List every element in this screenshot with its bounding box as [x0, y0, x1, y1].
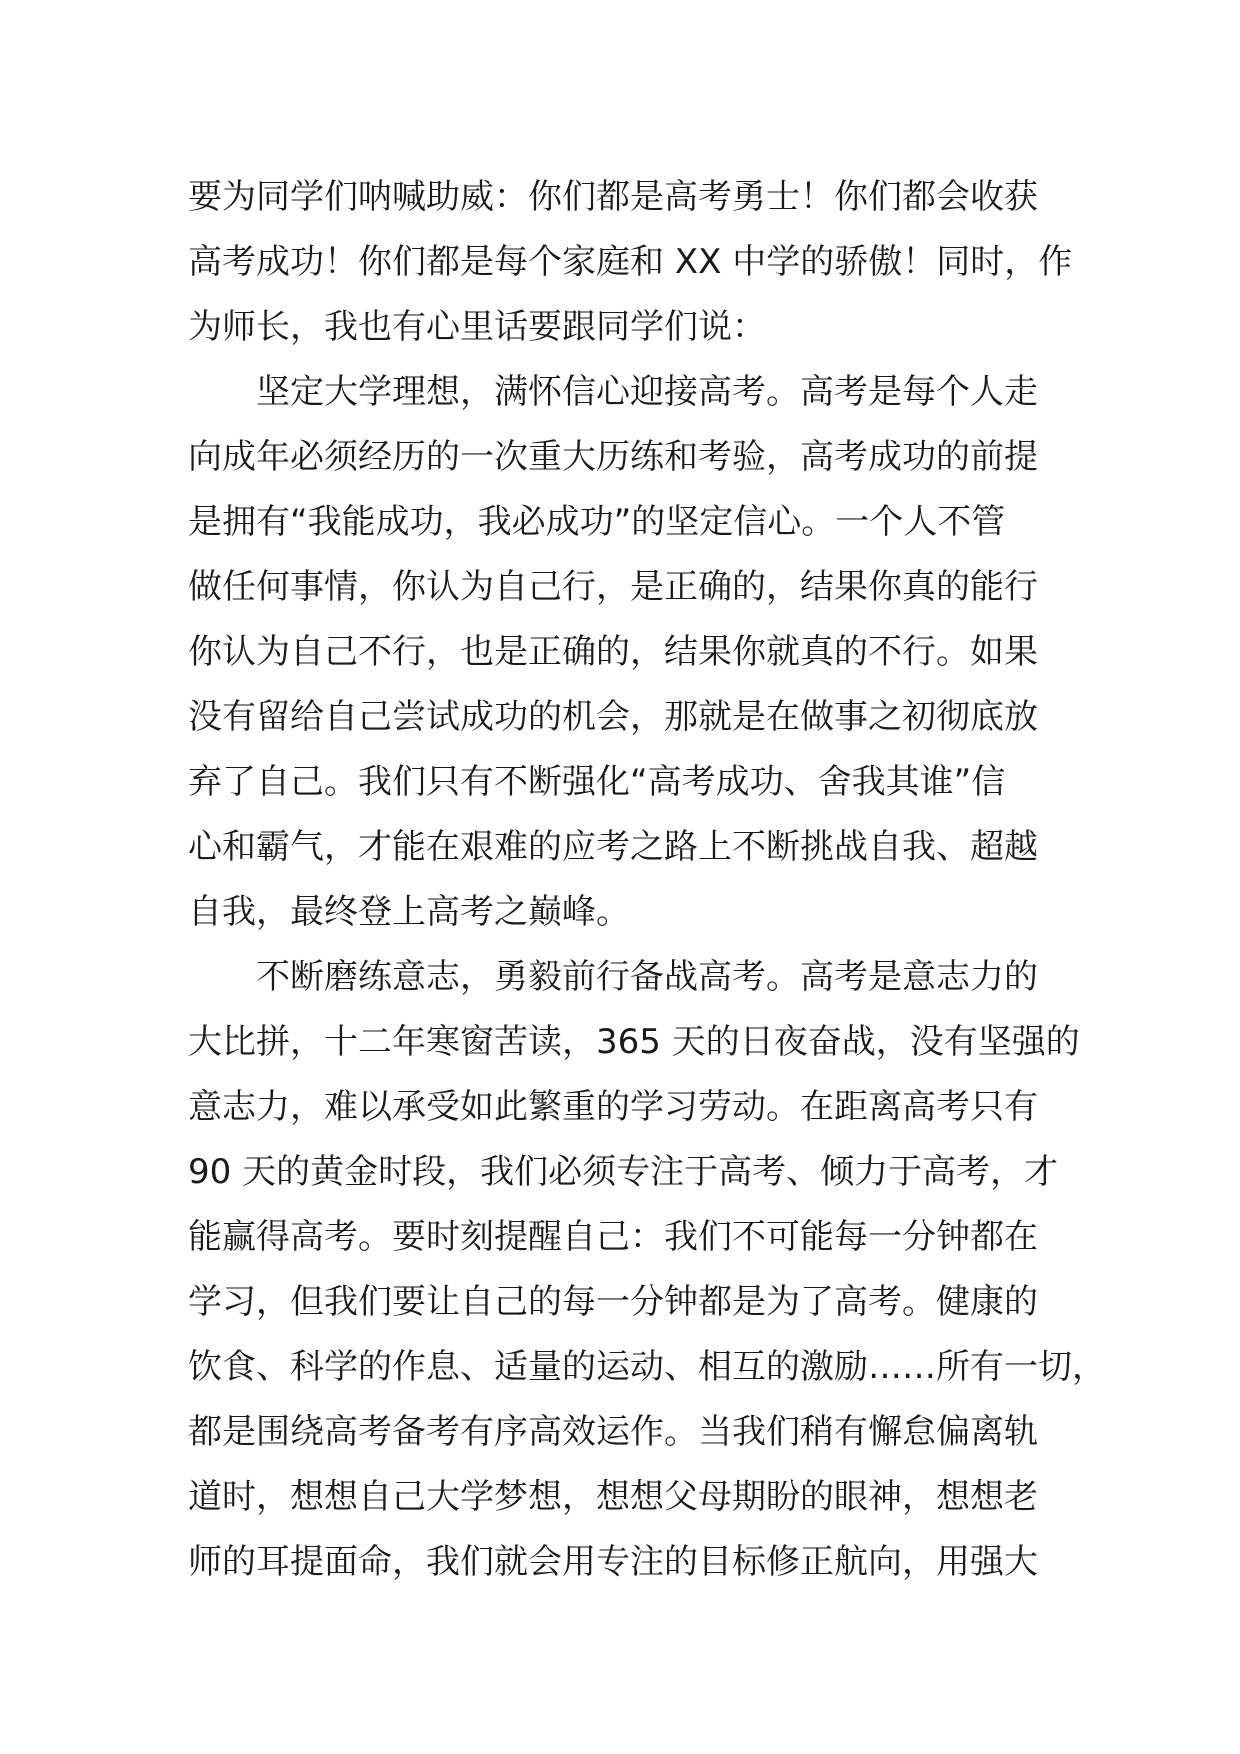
body-text: [188, 165, 1106, 1595]
text-line: 高考成功！你们都是每个家庭和 XX 中学的骄傲！同时，作: [188, 242, 1073, 282]
text-line: 弃了自己。我们只有不断强化“高考成功、舍我其谁”信: [188, 762, 1006, 802]
paragraph-start-line: 不断磨练意志，勇毅前行备战高考。高考是意志力的: [256, 957, 1038, 997]
text-line: 自我，最终登上高考之巅峰。: [188, 892, 630, 932]
text-line: 饮食、科学的作息、适量的运动、相互的激励……所有一切，: [188, 1347, 1106, 1387]
paragraph-start-line: 坚定大学理想，满怀信心迎接高考。高考是每个人走: [256, 372, 1038, 412]
text-line: 学习，但我们要让自己的每一分钟都是为了高考。健康的: [188, 1282, 1038, 1322]
text-line: 大比拼，十二年寒窗苦读，365 天的日夜奋战，没有坚强的: [188, 1022, 1080, 1062]
text-line: 没有留给自己尝试成功的机会，那就是在做事之初彻底放: [188, 697, 1038, 737]
text-line: 道时，想想自己大学梦想，想想父母期盼的眼神，想想老: [188, 1477, 1038, 1517]
text-line: 你认为自己不行，也是正确的，结果你就真的不行。如果: [188, 632, 1038, 672]
text-line: 要为同学们呐喊助威：你们都是高考勇士！你们都会收获: [188, 177, 1038, 217]
text-line: 意志力，难以承受如此繁重的学习劳动。在距离高考只有: [188, 1087, 1038, 1127]
text-line: 师的耳提面命，我们就会用专注的目标修正航向，用强大: [188, 1542, 1038, 1582]
text-line: 都是围绕高考备考有序高效运作。当我们稍有懈怠偏离轨: [188, 1412, 1038, 1452]
text-line: 做任何事情，你认为自己行，是正确的，结果你真的能行: [188, 567, 1038, 607]
text-line: 能赢得高考。要时刻提醒自己：我们不可能每一分钟都在: [188, 1217, 1038, 1257]
text-line: 为师长，我也有心里话要跟同学们说：: [188, 307, 766, 347]
text-line: 是拥有“我能成功，我必成功”的坚定信心。一个人不管: [188, 502, 1006, 542]
text-line: 心和霸气，才能在艰难的应考之路上不断挑战自我、超越: [188, 827, 1038, 867]
text-line: 向成年必须经历的一次重大历练和考验，高考成功的前提: [188, 437, 1038, 477]
text-line: 90 天的黄金时段，我们必须专注于高考、倾力于高考，才: [188, 1152, 1059, 1192]
